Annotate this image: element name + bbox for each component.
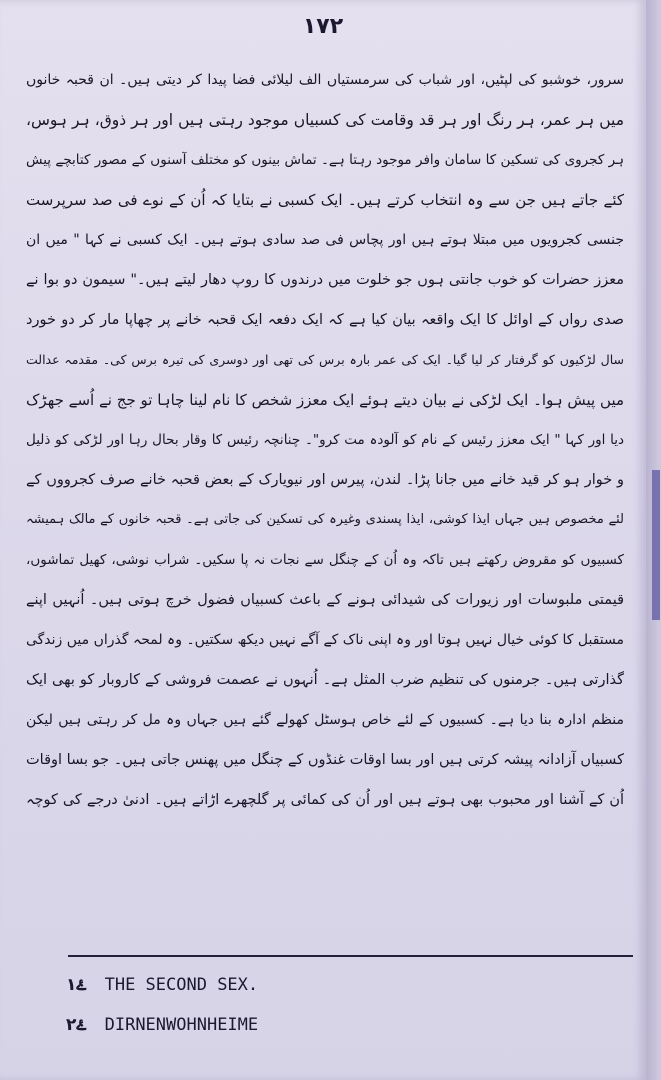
text-line: میں ہر عمر، ہر رنگ اور ہر قد وقامت کی کسبیاں موجود رہتی ہیں اور ہر ذوق، ہر ہوس، [26,111,624,129]
text-line: جنسی کجرویوں میں مبتلا ہوتے ہیں اور پچاس فی صد سادی ہوتے ہیں۔ ایک کسبی نے کہا " میں ان [26,232,624,248]
text-line: کسبیاں آزادانہ پیشہ کرتی ہیں اور بسا اوقات غنڈوں کے چنگل میں پھنس جاتی ہیں۔ جو بسا اوقات [26,752,624,768]
text-line: ہر کجروی کی تسکین کا سامان وافر موجود رہتا ہے۔ تماش بینوں کو مختلف آسنوں کے مصور کتابچے پیش [26,152,624,168]
footnote-2 [66,1010,258,1040]
text-line: گذارتی ہیں۔ جرمنوں کی تنظیم ضرب المثل ہے۔ اُنہوں نے عصمت فروشی کے کاروبار کو بھی ایک [26,672,624,688]
text-line: لئے مخصوص ہیں جہاں ایذا کوشی، ایذا پسندی وغیرہ کی تسکین کی جاتی ہے۔ قحبہ خانوں کے مالک ہمیشہ [26,512,624,527]
text-line: سال لڑکیوں کو گرفتار کر لیا گیا۔ ایک کی عمر بارہ برس کی تھی اور دوسری کی تیرہ برس کی۔ مقدمہ عدالت [26,352,624,367]
footnote-divider [68,955,633,957]
edge-ink-mark [652,470,660,620]
text-line: صدی رواں کے اوائل کا ایک واقعہ بیان کیا ہے کہ ایک دفعہ ایک قحبہ خانے پر چھاپا مار کر دو خورد [26,312,624,328]
footnote-marker: ۱ۓ [66,975,87,995]
text-line: سرور، خوشبو کی لپٹیں، اور شباب کی سرمستیاں الف لیلائی فضا پیدا کر دیتی ہیں۔ ان قحبہ خانوں [26,72,624,88]
text-line: کئے جاتے ہیں جن سے وہ انتخاب کرتے ہیں۔ ایک کسبی نے بتایا کہ اُن کے نوے فی صد سرپرست [26,191,624,209]
body-text [26,60,624,820]
text-line: معزز حضرات کو خوب جانتی ہوں جو خلوت میں درندوں کا روپ دھار لیتے ہیں۔" سیمون دو بوا نے [26,272,624,288]
text-line: منظم ادارہ بنا دیا ہے۔ کسبیوں کے لئے خاص ہوسٹل کھولے گئے ہیں جہاں وہ مل کر رہتی ہیں لیکن [26,712,624,728]
text-line: اُن کے آشنا اور محبوب بھی ہوتے ہیں اور اُن کی کمائی پر گلچھرے اڑاتے ہیں۔ ادنیٰ درجے کی کوچہ [26,792,624,808]
footnote-text: DIRNENWOHNHEIME [104,1015,259,1035]
text-line: دیا اور کہا " ایک معزز رئیس کے نام کو آلودہ مت کرو"۔ چنانچہ رئیس کا وقار بحال رہا اور لڑکی کو ذلیل [26,432,624,448]
text-line: و خوار ہو کر قید خانے میں جانا پڑا۔ لندن، پیرس اور نیویارک کے بعض قحبہ خانے صرف کجرووں کے [26,472,624,488]
text-line: میں پیش ہوا۔ ایک لڑکی نے بیان دیتے ہوئے ایک معزز شخص کا نام لینا چاہا تو جج نے اُسے جھڑک [26,391,624,409]
text-line: قیمتی ملبوسات اور زیورات کی شیدائی ہونے کے باعث کسبیاں فضول خرچ ہوتی ہیں۔ اُنہیں اپنے [26,592,624,608]
footnote-text: THE SECOND SEX. [104,975,259,995]
footnote-1 [66,970,258,1000]
text-line: کسبیوں کو مقروض رکھتے ہیں تاکہ وہ اُن کے چنگل سے نجات نہ پا سکیں۔ شراب نوشی، کھیل تماشوں، [26,552,624,568]
text-line: مستقبل کا کوئی خیال نہیں ہوتا اور وہ اپنی ناک کے آگے نہیں دیکھ سکتیں۔ وہ لمحہ گذراں میں زندگی [26,632,624,648]
footnote-marker: ۲ۓ [66,1015,87,1035]
page-number: ۱۷۲ [302,14,344,39]
